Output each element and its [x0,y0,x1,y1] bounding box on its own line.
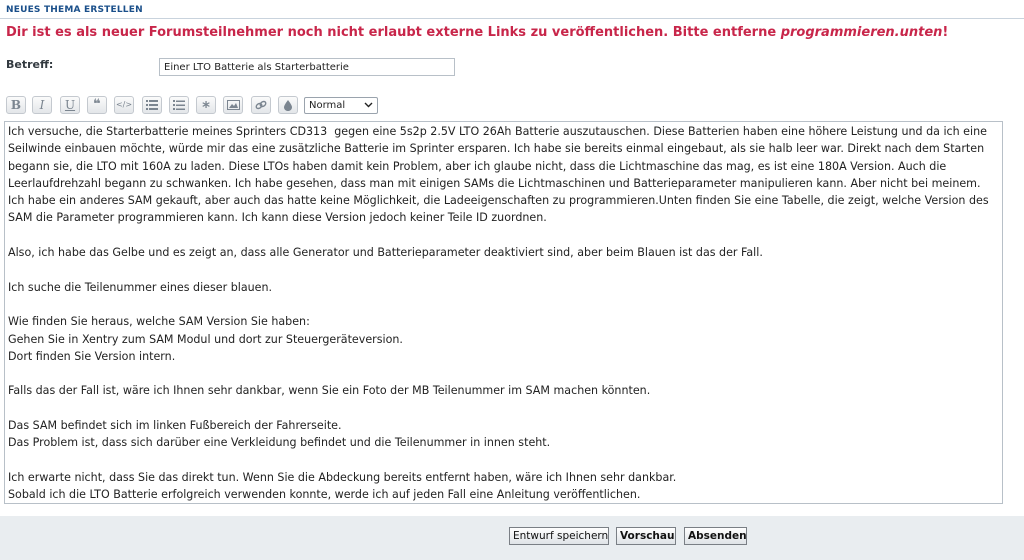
list-item-button[interactable] [196,96,216,114]
editor-blank-line [8,261,999,278]
subject-label: Betreff: [6,58,54,71]
bullet-list-button[interactable] [142,96,162,114]
code-icon: </> [115,100,133,109]
warning-text: Dir ist es als neuer Forumsteilnehmer noch nicht erlaubt externe Links zu veröffentlichen. Bitte entferne [6,25,781,40]
editor-blank-line [8,400,999,417]
bullet-list-icon [146,100,158,110]
warning-highlight: programmieren.unten [780,25,943,40]
image-button[interactable] [223,96,243,114]
editor-paragraph: Falls das der Fall ist, wäre ich Ihnen sehr dankbar, wenn Sie ein Foto der MB Teilenummer im SAM machen könnten. [8,384,651,398]
section-title: NEUES THEMA ERSTELLEN [6,5,143,15]
droplet-icon [283,100,293,111]
bold-button[interactable] [6,96,26,114]
subject-input[interactable] [159,58,455,76]
link-warning-message [6,25,948,40]
link-button[interactable] [251,96,271,114]
code-button[interactable] [114,96,134,114]
editor-blank-line [8,227,999,244]
editor-paragraph: Gehen Sie in Xentry zum SAM Modul und dort zur Steuergeräteversion. [8,332,403,346]
italic-icon: I [39,98,45,112]
preview-button[interactable]: Vorschau [616,527,676,545]
quote-button[interactable] [87,96,107,114]
font-size-select[interactable] [304,97,378,114]
editor-paragraph: Das Problem ist, dass sich darüber eine Verkleidung befindet und die Teilenummer in innen steht. [8,436,551,450]
editor-paragraph: Also, ich habe das Gelbe und es zeigt an, dass alle Generator und Batterieparameter deaktiviert sind, aber beim Blauen ist das der Fall. [8,246,763,260]
editor-paragraph: Sobald ich die LTO Batterie erfolgreich verwenden konnte, werde ich auf jeden Fall eine Anleitung veröffentlichen. [8,488,641,502]
chevron-down-icon [364,102,373,108]
section-header [0,0,1024,19]
image-icon [227,100,240,110]
submit-button[interactable]: Absenden [684,527,747,545]
editor-blank-line [8,452,999,469]
underline-icon: U [64,98,76,112]
link-icon [255,100,267,110]
editor-paragraph: Ich suche die Teilenummer eines dieser blauen. [8,280,273,294]
font-size-value: Normal [309,100,346,111]
message-editor[interactable] [4,121,1003,504]
save-draft-button[interactable]: Entwurf speichern [509,527,609,545]
editor-blank-line [8,296,999,313]
editor-paragraph: Dort finden Sie Version intern. [8,349,176,363]
warning-suffix: ! [942,25,949,40]
quote-icon: ❝ [93,97,101,112]
form-footer [0,516,1024,560]
asterisk-icon: * [202,98,210,116]
bold-icon: B [10,98,22,112]
color-button[interactable] [278,96,298,114]
editor-paragraph: Wie finden Sie heraus, welche SAM Version Sie haben: [8,315,310,329]
numbered-list-button[interactable] [169,96,189,114]
editor-paragraph: Das SAM befindet sich im linken Fußbereich der Fahrerseite. [8,419,342,433]
italic-button[interactable] [32,96,52,114]
numbered-list-icon [173,100,185,110]
editor-blank-line [8,365,999,382]
editor-paragraph: Ich versuche, die Starterbatterie meines Sprinters CD313 gegen eine 5s2p 2.5V LTO 26Ah Batterie auszutauschen. Diese Batterien haben eine höhere Leistung und da ich eine Seilwinde einbauen möchte, würde mir das eine zusätzliche Batterie im Sprinter ersparen. Ich habe sie bereits einmal eingebaut, als sie halb leer war. Direkt nach dem Starten begann sie, die LTO mit 160A zu laden. Diese LTOs haben damit kein Problem, aber ich glaube nicht, dass die Lichtmaschine das mag, es ist eine 180A Version. Auch die Leerlaufdrehzahl begann zu schwanken. Ich habe gesehen, dass man mit einigen SAMs die Lichtmaschinen und Batterieparameter manipulieren kann. Aber nicht bei meinem. Ich habe ein anderes SAM gekauft, aber auch das hatte keine Möglichkeit, die Ladeeigenschaften zu programmieren.Unten finden Sie eine Tabelle, die zeigt, welche Version des SAM die Parameter programmieren kann. Ich kann diese Version jedoch keiner Teile ID zuordnen. [8,125,993,225]
editor-paragraph: Ich erwarte nicht, dass Sie das direkt tun. Wenn Sie die Abdeckung bereits entfernt haben, wäre ich Ihnen sehr dankbar. [8,470,677,484]
underline-button[interactable] [60,96,80,114]
